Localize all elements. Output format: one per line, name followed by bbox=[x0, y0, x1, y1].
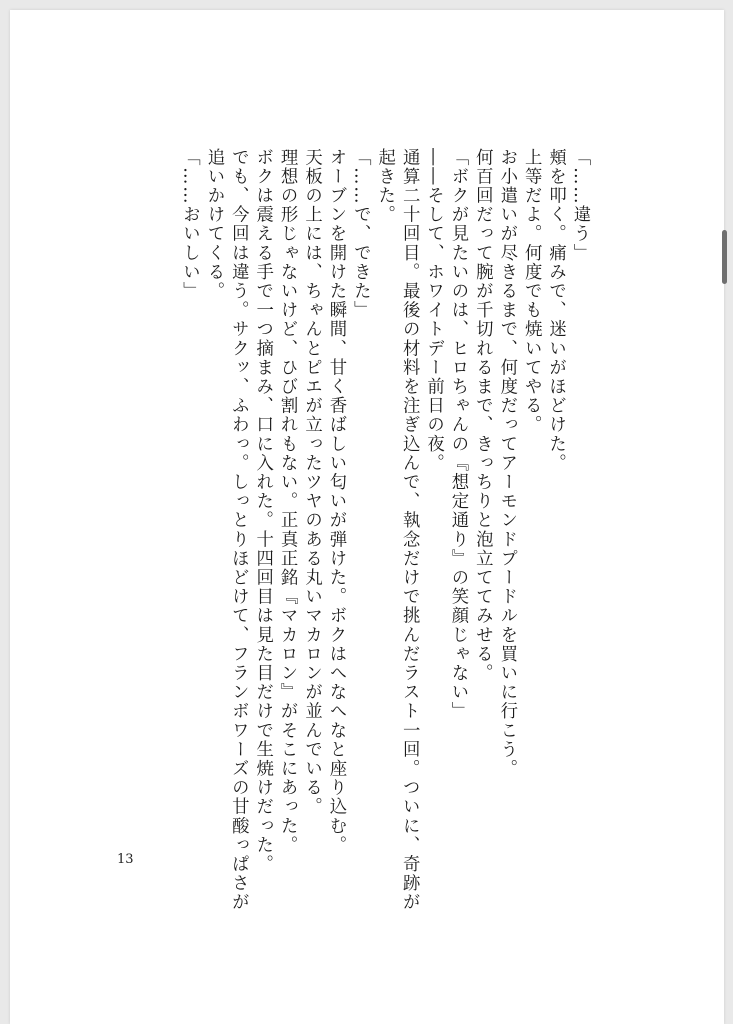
book-page bbox=[10, 10, 724, 1024]
text-line: 「ボクが見たいのは、ヒロちゃんの『想定通り』の笑顔じゃない」 bbox=[447, 148, 468, 721]
text-line: オーブンを開けた瞬間、甘く香ばしい匂いが弾けた。ボクはへなへなと座り込む。 bbox=[325, 148, 346, 855]
text-line: 頬を叩く。痛みで、迷いがほどけた。 bbox=[545, 148, 566, 473]
text-line: 何百回だって腕が千切れるまで、きっちりと泡立ててみせる。 bbox=[472, 148, 493, 683]
text-line: ボクは震える手で一つ摘まみ、口に入れた。十四回目は見た目だけで生焼けだった。 bbox=[252, 148, 273, 874]
text-line: 起きた。 bbox=[374, 148, 395, 225]
text-line: 天板の上には、ちゃんとピエが立ったツヤのある丸いマカロンが並んでいる。 bbox=[301, 148, 322, 817]
text-line: 「……違う」 bbox=[570, 148, 590, 263]
text-line: 上等だよ。何度でも焼いてやる。 bbox=[521, 148, 542, 435]
text-line: お小遣いが尽きるまで、何度だってアーモンドプードルを買いに行こう。 bbox=[496, 148, 517, 779]
text-line: 理想の形じゃないけど、ひび割れもない。正真正銘『マカロン』がそこにあった。 bbox=[277, 148, 298, 855]
text-line: でも、今回は違う。サクッ、ふわっ。しっとりほどけて、フランボワーズの甘酸っぱさが bbox=[228, 148, 249, 912]
text-line: 「……おいしい」 bbox=[179, 148, 200, 301]
scrollbar-thumb[interactable] bbox=[722, 230, 727, 284]
text-line: ――そして、ホワイトデー前日の夜。 bbox=[423, 148, 444, 473]
text-line: 「……で、できた」 bbox=[350, 148, 371, 320]
page-number: 13 bbox=[117, 852, 134, 867]
text-line: 通算二十回目。最後の材料を注ぎ込んで、執念だけで挑んだラスト一回。ついに、奇跡が bbox=[399, 148, 420, 912]
vertical-body-text bbox=[177, 148, 592, 912]
text-line: 追いかけてくる。 bbox=[203, 148, 224, 301]
